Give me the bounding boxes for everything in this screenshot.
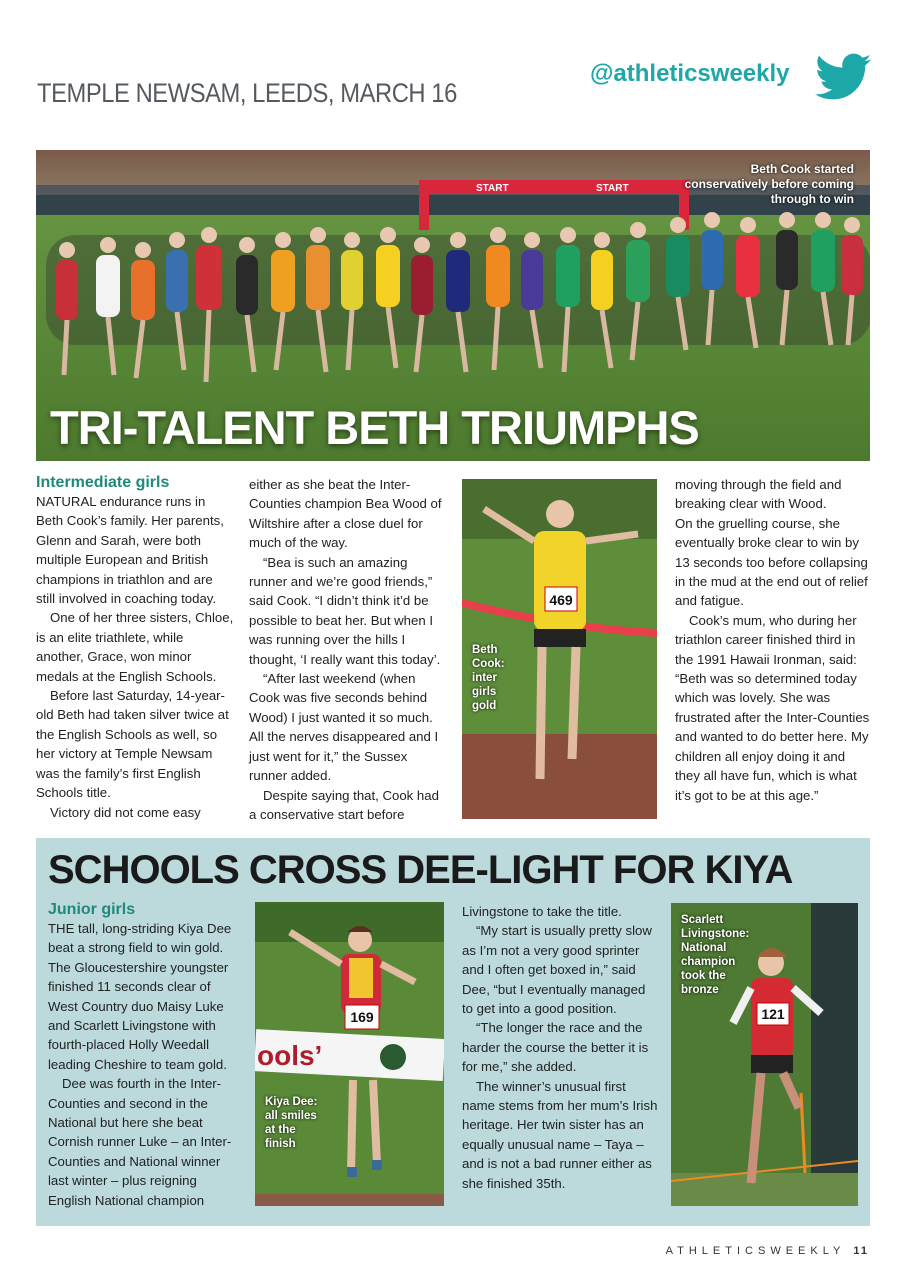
page-footer bbox=[666, 1245, 869, 1257]
article1-col2-para: Despite saying that, Cook had a conservative start before bbox=[249, 787, 439, 822]
arch-text-left: START bbox=[476, 183, 509, 194]
article1-col3-para: moving through the field and breaking clear with Wood. bbox=[675, 477, 842, 512]
beth-cook-photo-caption: Beth Cook: inter girls gold bbox=[472, 644, 505, 712]
finish-tape-text: ools’ bbox=[257, 1040, 323, 1071]
article1-col2-para: “Bea is such an amazing runner and we’re good friends,” said Cook. “I didn’t think it’d be possible to beat her. But when I was running over the hills I thought, ‘I really want this today’. bbox=[249, 554, 441, 667]
article2-col1-para: THE tall, long-striding Kiya Dee beat a strong field to win gold. The Gloucestershire youngster finished 11 seconds clear of West Country duo Maisy Luke and Scarlett Livingstone with fourth-placed Holly Weedall leading Cheshire to team gold. bbox=[48, 921, 232, 1072]
article1-column-1 bbox=[36, 473, 234, 822]
article2-headline: SCHOOLS CROSS DEE-LIGHT FOR KIYA bbox=[48, 848, 793, 892]
scarlett-bib-number: 121 bbox=[761, 1006, 785, 1022]
page-number: 11 bbox=[853, 1245, 869, 1257]
beth-cook-photo bbox=[462, 479, 657, 819]
location-dateline: TEMPLE NEWSAM, LEEDS, MARCH 16 bbox=[37, 78, 457, 108]
kiya-dee-photo-illustration bbox=[255, 902, 444, 1206]
article2-column-2 bbox=[462, 902, 658, 1193]
kiya-dee-photo-caption: Kiya Dee: all smiles at the finish bbox=[265, 1096, 318, 1150]
article2-subhead: Junior girls bbox=[48, 901, 136, 918]
article2-col2-para: “My start is usually pretty slow as I’m not a very good sprinter and I often get boxed in,” said Dee, “but I eventually managed to get into a good position. bbox=[462, 923, 652, 1017]
hero-race-start-photo bbox=[36, 150, 870, 461]
article2-column-1 bbox=[48, 900, 242, 1210]
article2-col1-para: Dee was fourth in the Inter-Counties and second in the National but here she beat Cornish runner Luke – an Inter-Counties and National winner last winter – plus reigning English National champion bbox=[48, 1076, 232, 1208]
article1-column-3 bbox=[675, 475, 871, 805]
beth-cook-bib-number: 469 bbox=[549, 592, 573, 608]
article1-headline: TRI-TALENT BETH TRIUMPHS bbox=[50, 401, 699, 454]
article1-col1-para: Before last Saturday, 14-year-old Beth had taken silver twice at the English Schools as well, so her victory at Temple Newsam was the family’s first English Schools title. bbox=[36, 688, 229, 801]
article1-col2-para: either as she beat the Inter-Counties champion Bea Wood of Wiltshire after a close duel for much of the way. bbox=[249, 477, 442, 551]
article1-col3-para: On the gruelling course, she eventually broke clear to win by 13 seconds too before collapsing in the mud at the end out of relief and fatigue. bbox=[675, 515, 868, 609]
article1-col1-para: NATURAL endurance runs in Beth Cook’s family. Her parents, Glenn and Sarah, were both multiple European and British champions in triathlon and are still involved in coaching today. bbox=[36, 494, 224, 607]
article1-col2-para: “After last weekend (when Cook was five seconds behind Wood) I just wanted it so much. All the nerves disappeared and I just went for it,” the Sussex runner added. bbox=[249, 671, 439, 784]
scarlett-livingstone-photo bbox=[671, 903, 858, 1206]
kiya-dee-photo bbox=[255, 902, 444, 1206]
twitter-handle[interactable]: @athleticsweekly bbox=[590, 60, 790, 87]
article1-subhead: Intermediate girls bbox=[36, 474, 170, 491]
article2-col2-para: “The longer the race and the harder the course the better it is for me,” she added. bbox=[462, 1020, 649, 1075]
article1-col1-para: Victory did not come easy bbox=[50, 804, 201, 820]
kiya-dee-bib-number: 169 bbox=[350, 1009, 374, 1025]
hero-photo-caption: Beth Cook started conservatively before coming through to win bbox=[684, 162, 854, 206]
article1-col3-para: Cook’s mum, who during her triathlon career finished third in the 1991 Hawaii Ironman, said: “Beth was so determined today which was lovely. She was frustrated after the Inter-Counties and wanted to do better here. My children all enjoy doing it and they all have fun, which is what it’s got to be at this age.” bbox=[675, 612, 870, 803]
article1-column-2 bbox=[249, 475, 445, 824]
footer-magazine-name: ATHLETICSWEEKLY bbox=[665, 1245, 846, 1257]
twitter-bird-icon[interactable] bbox=[815, 53, 871, 101]
article2-col2-para: Livingstone to take the title. bbox=[462, 904, 622, 919]
scarlett-livingstone-photo-caption: Scarlett Livingstone: National champion took the bronze bbox=[681, 914, 750, 996]
article1-col1-para: One of her three sisters, Chloe, is an elite triathlete, while another, Grace, won minor medals at the English Schools. bbox=[36, 610, 234, 684]
arch-text-right: START bbox=[596, 183, 629, 194]
article2-col2-para: The winner’s unusual first name stems from her mum’s Irish heritage. Her twin sister has an equally unusual name – Taya – and is not a bad runner either as she finished 35th. bbox=[462, 1078, 658, 1191]
